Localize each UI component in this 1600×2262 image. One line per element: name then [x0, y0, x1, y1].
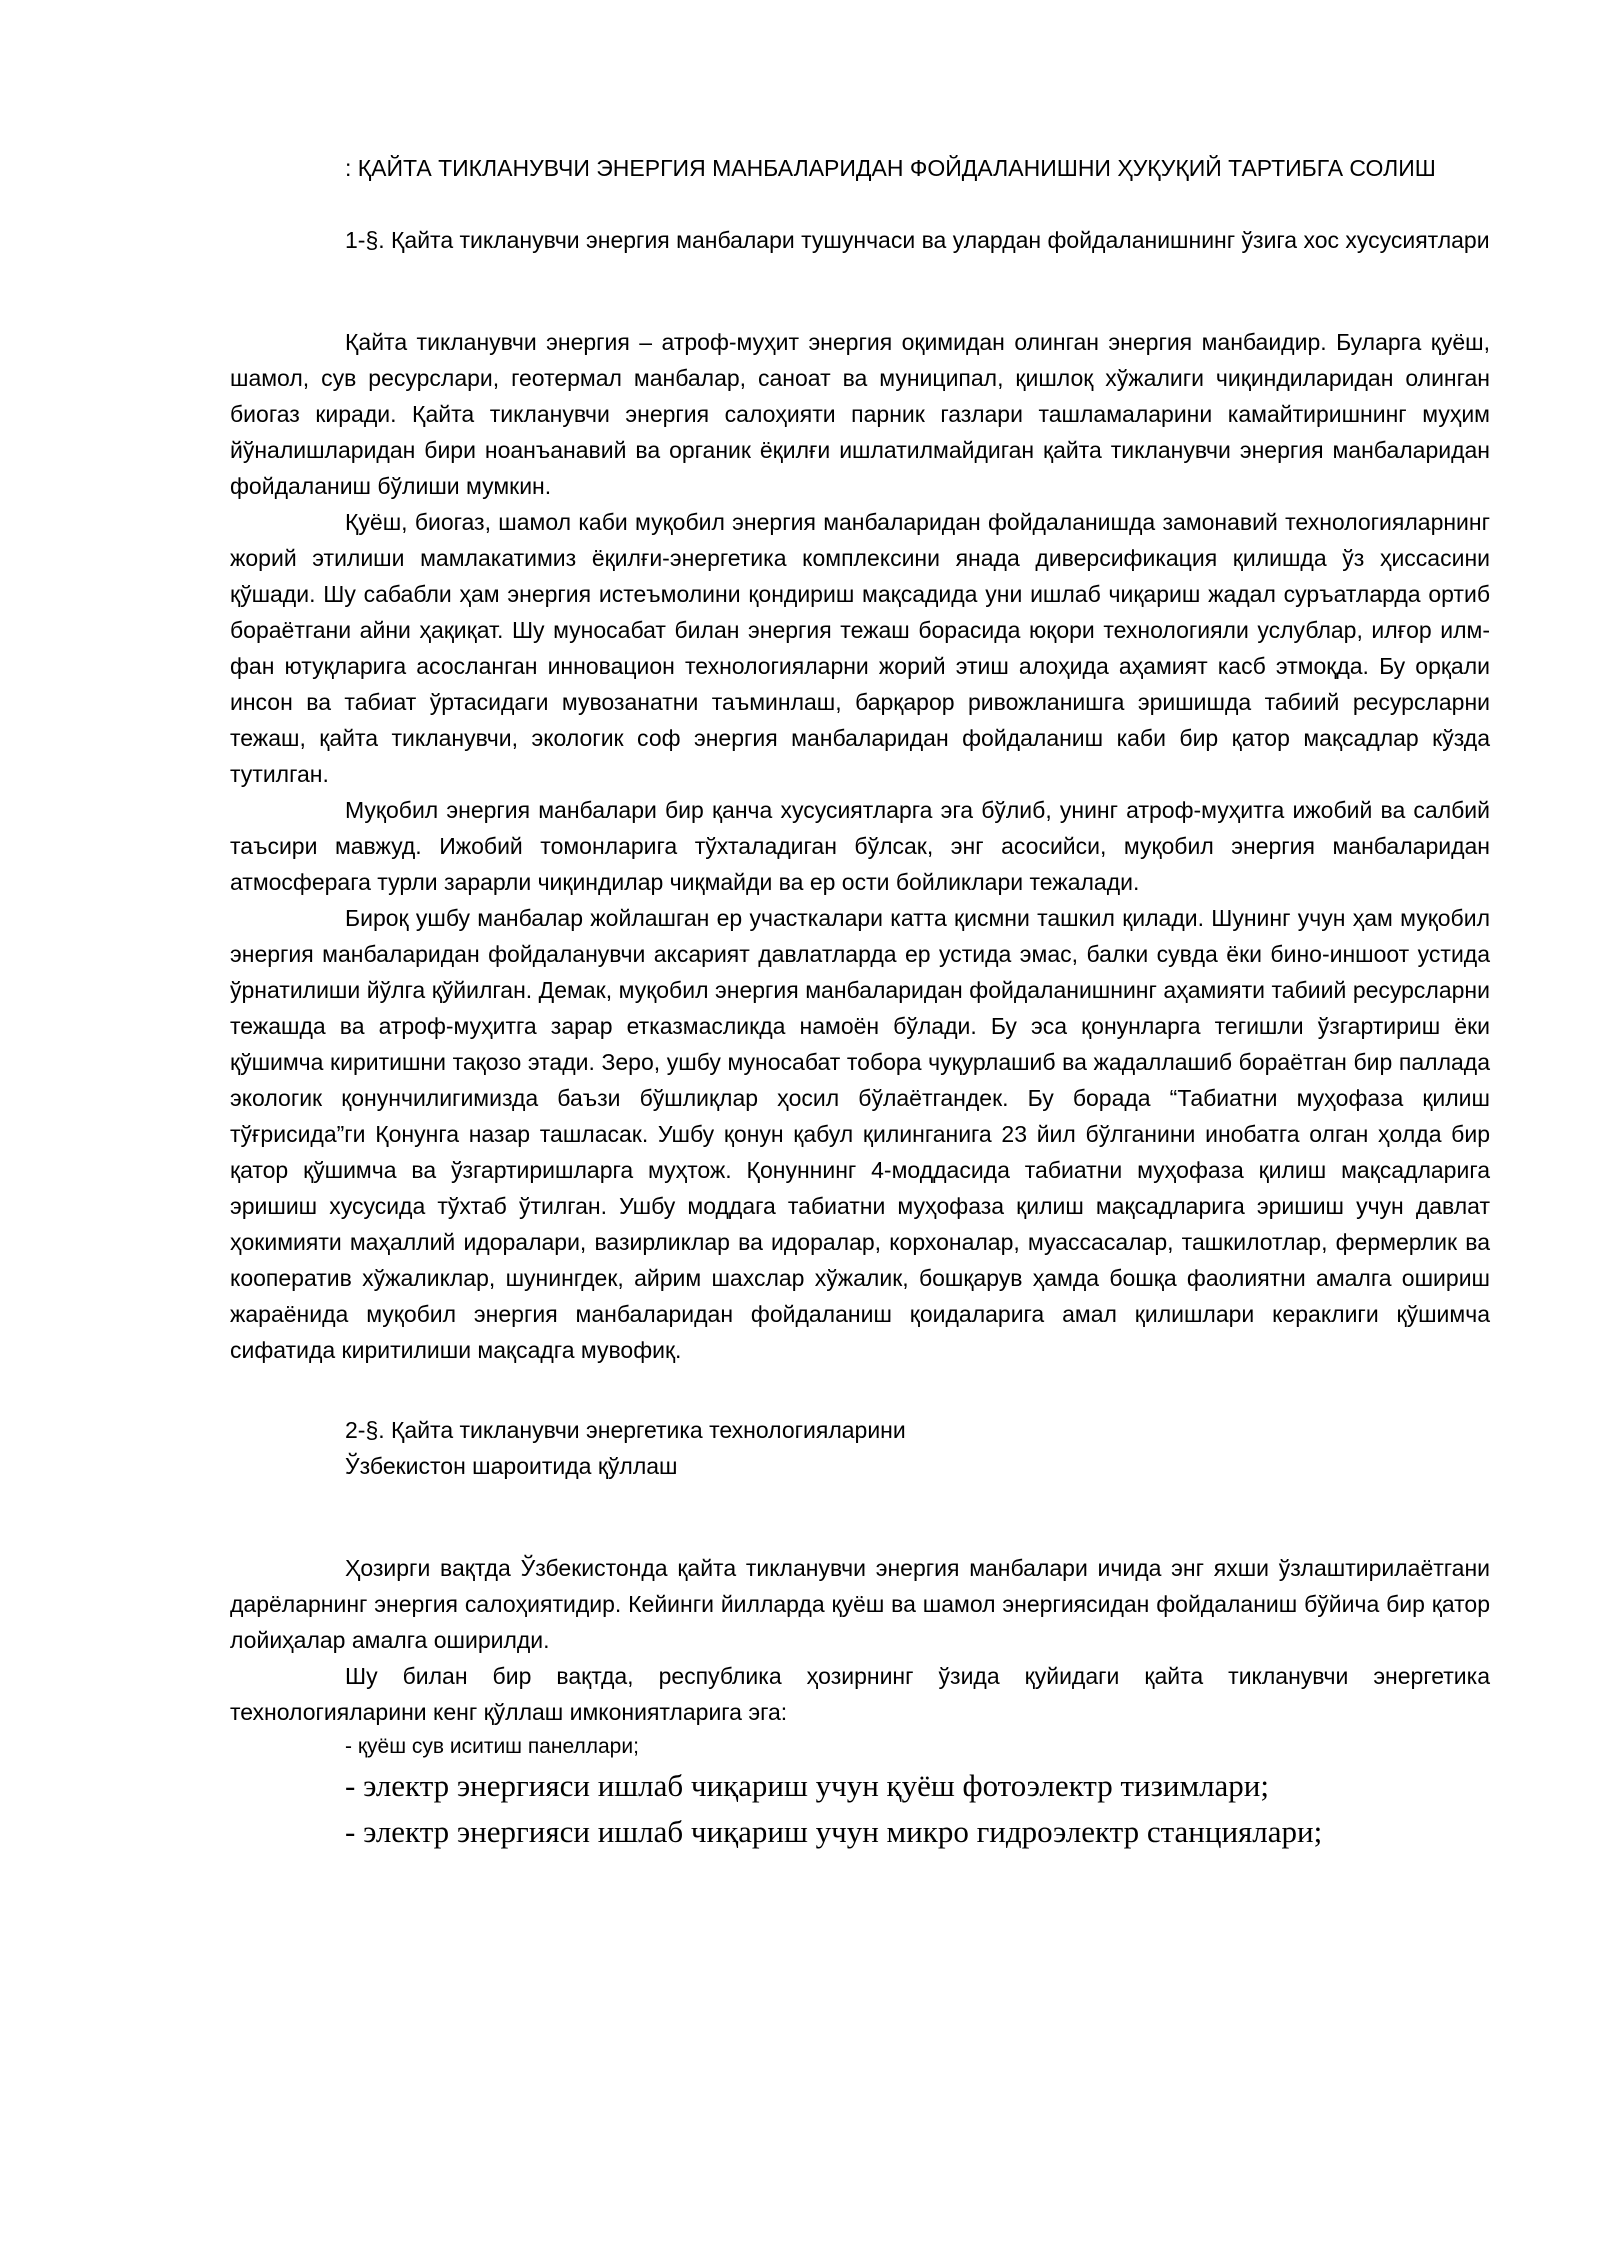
- list-item: - қуёш сув иситиш панеллари;: [345, 1735, 639, 1758]
- list-item: - электр энергияси ишлаб чиқариш учун қуёш фотоэлектр тизимлари;: [345, 1768, 1270, 1803]
- section2-heading-line2: Ўзбекистон шароитида қўллаш: [345, 1453, 678, 1479]
- paragraph: Қайта тикланувчи энергия – атроф-муҳит энергия оқимидан олинган энергия манбаидир. Буларга қуёш, шамол, сув ресурслари, геотермал манбалар, саноат ва муниципал, қишлоқ хўжалиги чиқиндиларидан олинган биогаз киради. Қайта тикланувчи энергия салоҳияти парник газлари ташламаларини камайтиришнинг муҳим йўналишларидан бири ноанъанавий ва органик ёқилғи ишлатилмайдиган қайта тикланувчи энергия манбаларидан фойдаланиш бўлиши мумкин.: [230, 329, 1490, 499]
- document-page: [230, 150, 1490, 1855]
- spacer: [230, 1368, 1490, 1412]
- paragraph: Шу билан бир вақтда, республика ҳозирнинг ўзида қуйидаги қайта тикланувчи энергетика технологияларини кенг қўллаш имкониятларига эга:: [230, 1663, 1490, 1725]
- paragraph: Муқобил энергия манбалари бир қанча хусусиятларга эга бўлиб, унинг атроф-муҳитга ижобий ва салбий таъсири мавжуд. Ижобий томонларига тўхталадиган бўлсак, энг асосийси, муқобил энергия манбаларидан атмосферага турли зарарли чиқиндилар чиқмайди ва ер ости бойликлари тежалади.: [230, 797, 1490, 895]
- section1-heading: 1-§. Қайта тикланувчи энергия манбалари тушунчаси ва улардан фойдаланишнинг ўзига хос хусусиятлари: [345, 227, 1490, 253]
- paragraph: Қуёш, биогаз, шамол каби муқобил энергия манбаларидан фойдаланишда замонавий технологияларнинг жорий этилиши мамлакатимиз ёқилғи-энергетика комплексини янада диверсификация қилишда ўз ҳиссасини қўшади. Шу сабабли ҳам энергия истеъмолини қондириш мақсадида уни ишлаб чиқариш жадал суръатларда ортиб бораётгани айни ҳақиқат. Шу муносабат билан энергия тежаш борасида юқори технологияли услублар, илғор илм-фан ютуқларига асосланган инновацион технологияларни жорий этиш алоҳида аҳамият касб этмоқда. Бу орқали инсон ва табиат ўртасидаги мувозанатни таъминлаш, барқарор ривожланишга эришишда табиий ресурсларни тежаш, қайта тикланувчи, экологик соф энергия манбаларидан фойдаланиш каби бир қатор мақсадлар кўзда тутилган.: [230, 509, 1490, 787]
- spacer: [230, 258, 1490, 324]
- paragraph: Ҳозирги вақтда Ўзбекистонда қайта тикланувчи энергия манбалари ичида энг яхши ўзлаштирилаётгани дарёларнинг энергия салоҳиятидир. Кейинги йилларда қуёш ва шамол энергиясидан фойдаланиш бўйича бир қатор лойиҳалар амалга оширилди.: [230, 1555, 1490, 1653]
- document-title: : ҚАЙТА ТИКЛАНУВЧИ ЭНЕРГИЯ МАНБАЛАРИДАН ФОЙДАЛАНИШНИ ҲУҚУҚИЙ ТАРТИБГА СОЛИШ: [345, 155, 1436, 181]
- spacer: [230, 1484, 1490, 1550]
- paragraph: Бироқ ушбу манбалар жойлашган ер участкалари катта қисмни ташкил қилади. Шунинг учун ҳам муқобил энергия манбаларидан фойдаланувчи аксарият давлатларда ер устида эмас, балки сувда ёки бино-иншоот устида ўрнатилиши йўлга қўйилган. Демак, муқобил энергия манбаларидан фойдаланишнинг аҳамияти табиий ресурсларни тежашда ва атроф-муҳитга зарар етказмасликда намоён бўлади. Бу эса қонунларга тегишли ўзгартириш ёки қўшимча киритишни тақозо этади. Зеро, ушбу муносабат тобора чуқурлашиб ва жадаллашиб бораётган бир паллада экологик қонунчилигимизда баъзи бўшлиқлар ҳосил бўлаётгандек. Бу борада “Табиатни муҳофаза қилиш тўғрисида”ги Қонунга назар ташласак. Ушбу қонун қабул қилинганига 23 йил бўлганини инобатга олган ҳолда бир қатор қўшимча ва ўзгартиришларга муҳтож. Қонуннинг 4-моддасида табиатни муҳофаза қилиш мақсадларига эришиш хусусида тўхтаб ўтилган. Ушбу моддага табиатни муҳофаза қилиш мақсадларига эришиш учун давлат ҳокимияти маҳаллий идоралари, вазирликлар ва идоралар, корхоналар, муассасалар, ташкилотлар, фермерлик ва кооператив хўжаликлар, шунингдек, айрим шахслар хўжалик, бошқарув ҳамда бошқа фаолиятни амалга ошириш жараёнида муқобил энергия манбаларидан фойдаланиш қоидаларига амал қилишлари кераклиги қўшимча сифатида киритилиши мақсадга мувофиқ.: [230, 905, 1490, 1363]
- list-item: - электр энергияси ишлаб чиқариш учун микро гидроэлектр станциялари;: [345, 1814, 1323, 1849]
- section2-heading-line1: 2-§. Қайта тикланувчи энергетика технологияларини: [345, 1417, 906, 1443]
- spacer: [230, 186, 1490, 222]
